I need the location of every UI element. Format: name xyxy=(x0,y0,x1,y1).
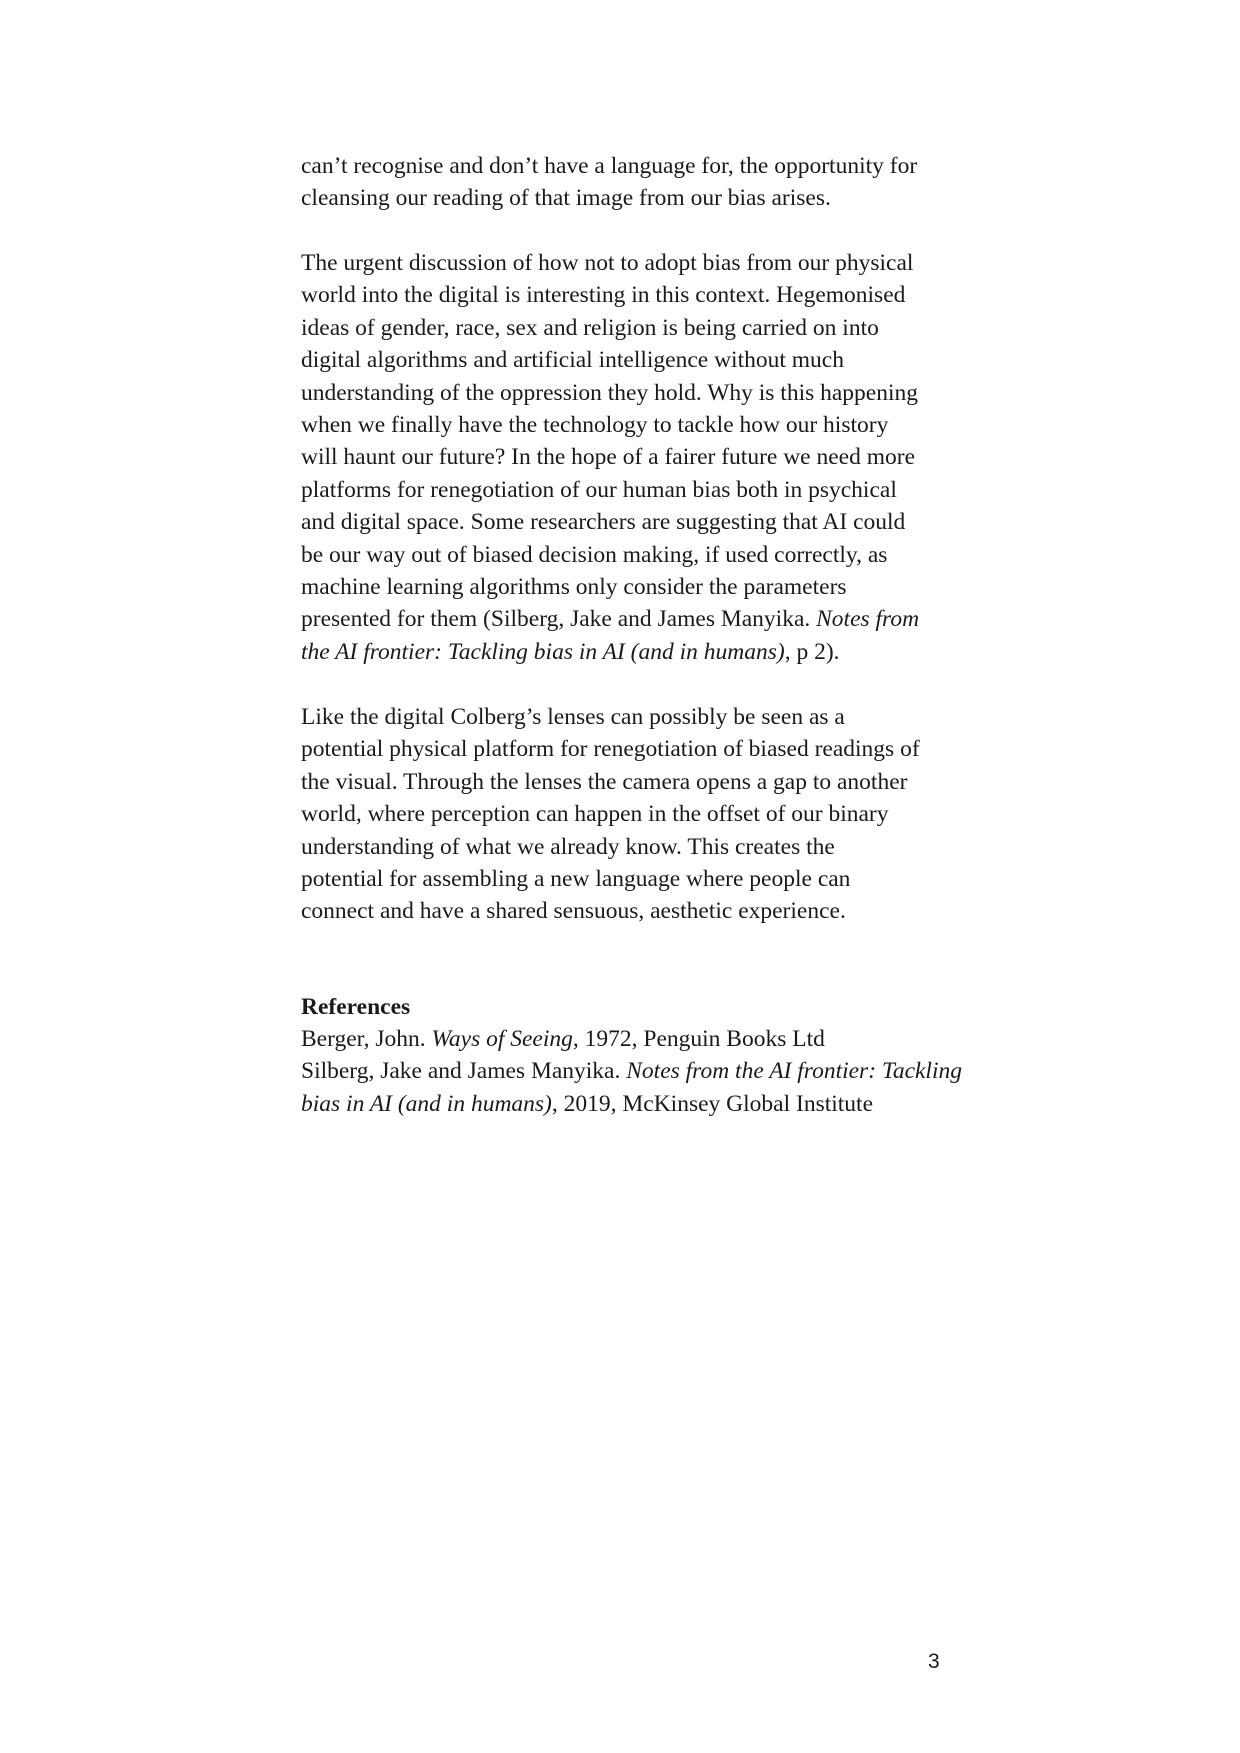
citation-text: , p 2). xyxy=(784,638,840,665)
paragraph-line: will haunt our future? In the hope of a fairer future we need more xyxy=(301,444,916,471)
paragraph-2 xyxy=(301,247,961,668)
page-number: 3 xyxy=(928,1650,940,1673)
paragraph-line: understanding of what we already know. This creates the xyxy=(301,833,835,860)
paragraph-line: world into the digital is interesting in this context. Hegemonised xyxy=(301,282,906,309)
reference-item-continued xyxy=(301,1088,961,1120)
reference-title: Ways of Seeing xyxy=(431,1026,573,1052)
paragraph-line-citation xyxy=(301,636,961,668)
reference-publisher: , 1972, Penguin Books Ltd xyxy=(572,1026,825,1052)
reference-item xyxy=(301,1023,961,1055)
paragraph-line: digital algorithms and artificial intelligence without much xyxy=(301,347,844,374)
citation-title: Notes from xyxy=(816,606,920,633)
references-list xyxy=(301,1023,961,1120)
paragraph-line: cleansing our reading of that image from our bias arises. xyxy=(301,185,831,212)
reference-author: Berger, John. xyxy=(301,1026,432,1052)
paragraph-3 xyxy=(301,701,961,928)
paragraph-line: The urgent discussion of how not to adopt bias from our physical xyxy=(301,250,914,276)
paragraph-line: Like the digital Colberg’s lenses can possibly be seen as a xyxy=(301,704,845,730)
paragraph-line: be our way out of biased decision making, if used correctly, as xyxy=(301,541,888,568)
citation-title: the AI frontier: Tackling bias in AI (and in humans) xyxy=(301,638,785,665)
paragraph-1 xyxy=(301,150,961,215)
reference-item xyxy=(301,1055,961,1087)
paragraph-line: understanding of the oppression they hold. Why is this happening xyxy=(301,379,919,406)
paragraph-line: connect and have a shared sensuous, aesthetic experience. xyxy=(301,898,846,925)
paragraph-line-citation xyxy=(301,603,961,635)
citation-text: presented for them (Silberg, Jake and James Manyika. xyxy=(301,606,817,633)
paragraph-line: machine learning algorithms only consider the parameters xyxy=(301,574,847,601)
paragraph-line: potential for assembling a new language where people can xyxy=(301,866,851,893)
paragraph-line: and digital space. Some researchers are suggesting that AI could xyxy=(301,509,906,536)
references-heading: References xyxy=(301,994,411,1020)
paragraph-line: ideas of gender, race, sex and religion is being carried on into xyxy=(301,314,879,341)
paragraph-line: when we finally have the technology to tackle how our history xyxy=(301,412,889,439)
reference-title: bias in AI (and in humans) xyxy=(301,1090,552,1117)
paragraph-line: world, where perception can happen in the offset of our binary xyxy=(301,801,889,828)
paragraph-line: can’t recognise and don’t have a language for, the opportunity for xyxy=(301,153,918,179)
reference-author: Silberg, Jake and James Manyika. xyxy=(301,1058,627,1085)
reference-title: Notes from the AI frontier: Tackling xyxy=(626,1058,962,1085)
paragraph-line: platforms for renegotiation of our human bias both in psychical xyxy=(301,476,897,503)
paragraph-line: the visual. Through the lenses the camera opens a gap to another xyxy=(301,768,908,795)
paragraph-line: potential physical platform for renegotiation of biased readings of xyxy=(301,736,920,763)
reference-publisher: , 2019, McKinsey Global Institute xyxy=(551,1090,874,1117)
